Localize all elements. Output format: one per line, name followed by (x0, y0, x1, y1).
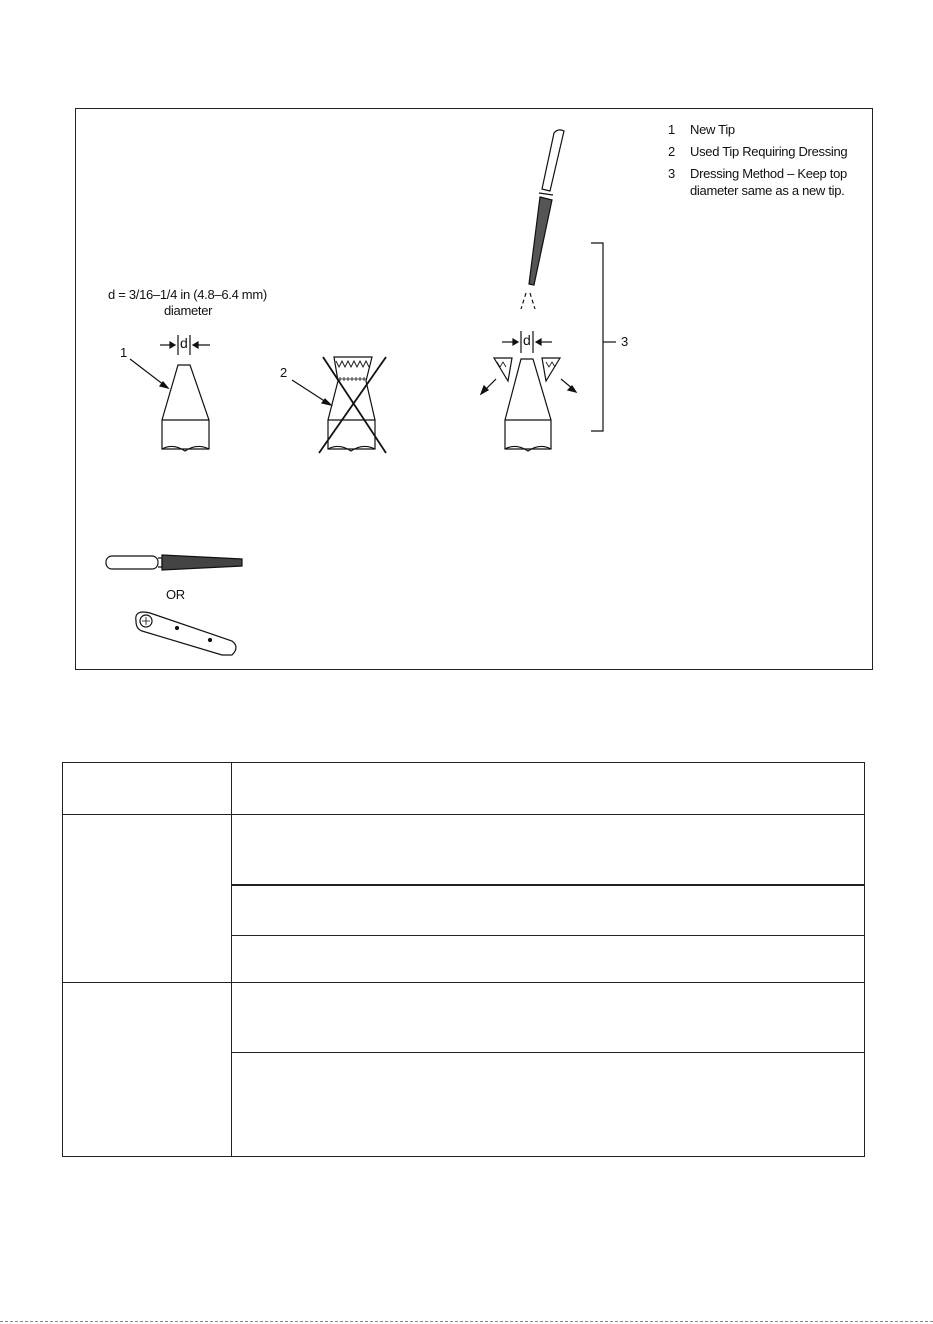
table-row (63, 763, 865, 815)
dresser-tool-drawing (136, 612, 236, 655)
dressing-method-drawing (481, 130, 616, 451)
callout-3: 3 (621, 334, 628, 349)
or-label: OR (166, 587, 185, 602)
legend-text: Used Tip Requiring Dressing (690, 144, 848, 159)
procedure-table (62, 762, 865, 1157)
legend-item (668, 165, 860, 199)
diameter-spec: d = 3/16–1/4 in (4.8–6.4 mm) (108, 287, 267, 302)
table-cell (63, 815, 232, 983)
page-bottom-rule (0, 1321, 933, 1322)
legend-item (668, 143, 860, 160)
table-row (63, 983, 865, 1053)
table-cell (232, 763, 865, 815)
table-cell (232, 815, 865, 885)
diameter-word: diameter (164, 303, 213, 318)
figure-legend (668, 121, 860, 204)
legend-text: New Tip (690, 122, 735, 137)
tip-dressing-figure (75, 108, 873, 670)
table-cell (63, 763, 232, 815)
table-cell (232, 936, 865, 983)
table-cell (232, 885, 865, 936)
table-cell (63, 983, 232, 1157)
legend-number: 1 (668, 122, 675, 137)
legend-text: Dressing Method – Keep top diameter same as a new tip. (690, 166, 847, 198)
d-label-dressing: d (523, 332, 531, 348)
file-tool-drawing (106, 555, 242, 570)
table-cell (232, 1053, 865, 1157)
callout-1: 1 (120, 345, 127, 360)
legend-number: 3 (668, 166, 675, 181)
legend-number: 2 (668, 144, 675, 159)
table-row (63, 815, 865, 885)
d-label-new-tip: d (180, 335, 188, 351)
callout-2: 2 (280, 365, 287, 380)
legend-item (668, 121, 860, 138)
new-tip-drawing (130, 335, 210, 451)
table-cell (232, 983, 865, 1053)
used-tip-drawing (292, 357, 386, 453)
